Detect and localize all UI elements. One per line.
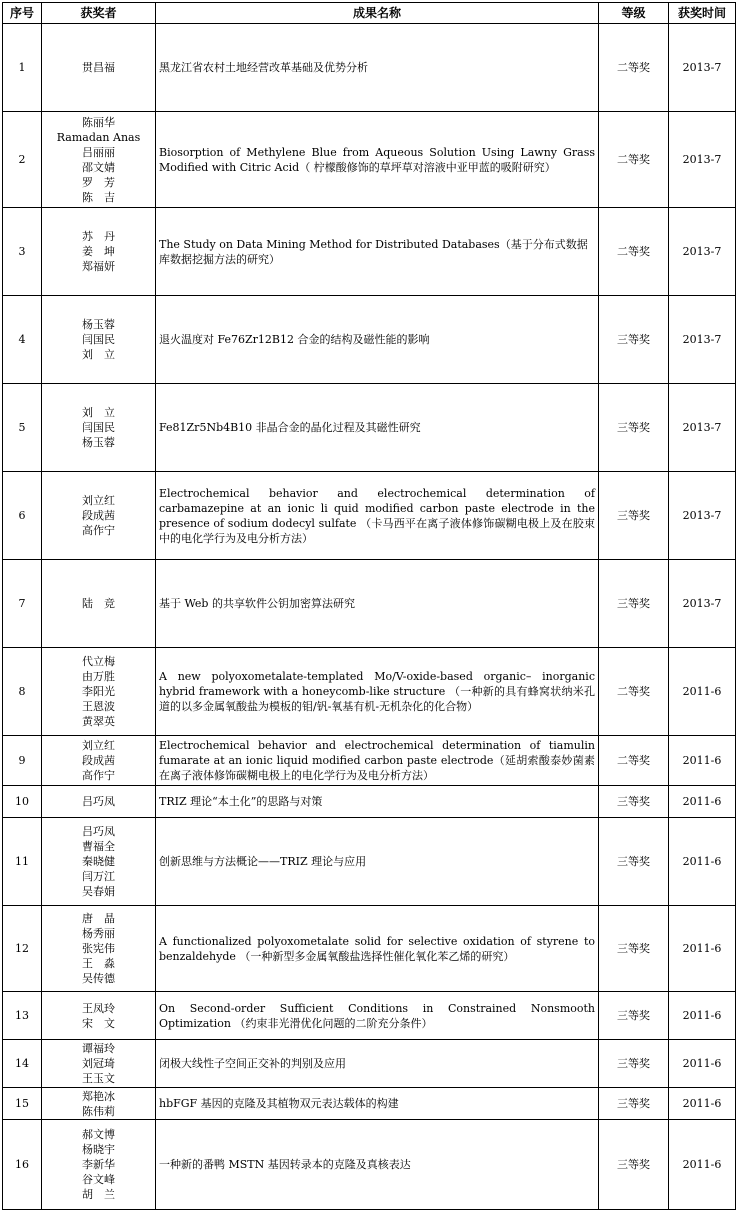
- awards-table: [2, 2, 736, 1210]
- winner-name: 杨玉蓉: [82, 436, 115, 449]
- table-row: [3, 112, 736, 208]
- table-row: [3, 648, 736, 736]
- award-level: 三等奖: [599, 992, 669, 1040]
- winner-name: 吕丽丽: [82, 145, 115, 159]
- winners-cell: [42, 992, 156, 1040]
- winner-name: 闫国民: [82, 333, 115, 346]
- award-level: 三等奖: [599, 818, 669, 906]
- award-level: 三等奖: [599, 384, 669, 472]
- winners-cell: [42, 1088, 156, 1120]
- winners-cell: [42, 818, 156, 906]
- table-row: [3, 736, 736, 786]
- achievement-title: 闭极大线性子空间正交补的判别及应用: [156, 1040, 599, 1088]
- award-level: 二等奖: [599, 736, 669, 786]
- winner-name: 刘冠琦: [82, 1057, 115, 1070]
- row-number: 16: [3, 1120, 42, 1210]
- row-number: 12: [3, 906, 42, 992]
- winner-name: 王 淼: [82, 957, 115, 970]
- table-row: [3, 1040, 736, 1088]
- award-level: 二等奖: [599, 208, 669, 296]
- award-level: 二等奖: [599, 24, 669, 112]
- table-row: [3, 384, 736, 472]
- winner-name: 郑艳冰: [82, 1089, 115, 1103]
- winners-cell: [42, 1040, 156, 1088]
- winner-name: 吴传德: [82, 972, 115, 985]
- achievement-title: hbFGF 基因的克隆及其植物双元表达载体的构建: [156, 1088, 599, 1120]
- award-level: 三等奖: [599, 1120, 669, 1210]
- winners-cell: [42, 24, 156, 112]
- winner-name: 陈 吉: [82, 190, 115, 204]
- winner-name: 李阳光: [82, 685, 115, 698]
- winner-name: 杨玉蓉: [82, 318, 115, 331]
- winner-name: 陆 竞: [82, 597, 115, 610]
- winner-name: 王恩波: [82, 700, 115, 713]
- award-level: 三等奖: [599, 906, 669, 992]
- row-number: 15: [3, 1088, 42, 1120]
- award-date: 2011-6: [669, 906, 736, 992]
- header-level: 等级: [599, 3, 669, 24]
- row-number: 4: [3, 296, 42, 384]
- winner-name: 代立梅: [82, 655, 115, 668]
- award-level: 二等奖: [599, 648, 669, 736]
- winners-cell: [42, 472, 156, 560]
- winners-cell: [42, 208, 156, 296]
- row-number: 3: [3, 208, 42, 296]
- winner-name: 谭福玲: [82, 1042, 115, 1055]
- award-date: 2013-7: [669, 24, 736, 112]
- award-date: 2011-6: [669, 1088, 736, 1120]
- header-row: [3, 3, 736, 24]
- winner-name: 黄翠英: [82, 715, 115, 728]
- winner-name: 王凤玲: [82, 1001, 115, 1015]
- winner-name: 唐 晶: [82, 912, 115, 925]
- achievement-title: 退火温度对 Fe76Zr12B12 合金的结构及磁性能的影响: [156, 296, 599, 384]
- row-number: 5: [3, 384, 42, 472]
- award-level: 三等奖: [599, 1040, 669, 1088]
- winner-name: 罗 芳: [82, 175, 115, 189]
- award-level: 三等奖: [599, 560, 669, 648]
- header-no: 序号: [3, 3, 42, 24]
- table-row: [3, 472, 736, 560]
- table-row: [3, 24, 736, 112]
- row-number: 7: [3, 560, 42, 648]
- winner-name: 由万胜: [82, 670, 115, 683]
- winner-name: 刘 立: [82, 348, 115, 361]
- achievement-title: TRIZ 理论“本土化”的思路与对策: [156, 786, 599, 818]
- table-row: [3, 906, 736, 992]
- winners-cell: [42, 786, 156, 818]
- row-number: 1: [3, 24, 42, 112]
- achievement-title: A new polyoxometalate-templated Mo/V-oxide-based organic– inorganic hybrid framework with a honeycomb-like structure （一种新的具有蜂窝状纳米孔道的以多金属氧酸盐为模板的钼/钒-氧基有机-无机杂化的化合物）: [156, 648, 599, 736]
- winner-name: 刘立红: [82, 739, 115, 752]
- achievement-title: A functionalized polyoxometalate solid for selective oxidation of styrene to benzaldehyde （一种新型多金属氧酸盐选择性催化氧化苯乙烯的研究）: [156, 906, 599, 992]
- winner-name: 段成茜: [82, 509, 115, 522]
- winner-name: 吕巧凤: [82, 825, 115, 838]
- achievement-title: Electrochemical behavior and electrochemical determination of carbamazepine at an ionic li quid modified carbon paste electrode in the presence of sodium dodecyl sulfate （卡马西平在离子液体修饰碳糊电极上及在胶束中的电化学行为及电分析方法）: [156, 472, 599, 560]
- winner-name: 贯昌福: [82, 61, 115, 74]
- header-title: 成果名称: [156, 3, 599, 24]
- award-date: 2013-7: [669, 560, 736, 648]
- table-row: [3, 1120, 736, 1210]
- winner-name: 闫国民: [82, 421, 115, 434]
- row-number: 6: [3, 472, 42, 560]
- award-level: 三等奖: [599, 786, 669, 818]
- row-number: 2: [3, 112, 42, 208]
- award-date: 2013-7: [669, 472, 736, 560]
- winner-name: 王玉文: [82, 1072, 115, 1085]
- winner-name: 陈伟莉: [82, 1104, 115, 1118]
- row-number: 11: [3, 818, 42, 906]
- winner-name: 刘立红: [82, 494, 115, 507]
- achievement-title: Fe81Zr5Nb4B10 非晶合金的晶化过程及其磁性研究: [156, 384, 599, 472]
- achievement-title: Biosorption of Methylene Blue from Aqueous Solution Using Lawny Grass Modified with Citric Acid（ 柠檬酸修饰的草坪草对溶液中亚甲蓝的吸附研究）: [156, 112, 599, 208]
- winner-name: 杨秀丽: [82, 927, 115, 940]
- table-body: [3, 24, 736, 1210]
- winners-cell: [42, 906, 156, 992]
- table-row: [3, 296, 736, 384]
- winner-name: Ramadan Anas: [56, 130, 141, 144]
- award-level: 三等奖: [599, 472, 669, 560]
- winners-cell: [42, 560, 156, 648]
- award-date: 2011-6: [669, 786, 736, 818]
- achievement-title: 创新思维与方法概论——TRIZ 理论与应用: [156, 818, 599, 906]
- winner-name: 曹福全: [82, 840, 115, 853]
- winner-name: 李新华: [82, 1158, 115, 1171]
- winner-name: 姜 坤: [82, 245, 115, 258]
- winner-name: 吕巧凤: [82, 795, 115, 808]
- header-date: 获奖时间: [669, 3, 736, 24]
- table-row: [3, 560, 736, 648]
- award-date: 2013-7: [669, 112, 736, 208]
- award-date: 2013-7: [669, 208, 736, 296]
- table-row: [3, 818, 736, 906]
- winner-name: 郑福妍: [82, 260, 115, 273]
- award-level: 三等奖: [599, 296, 669, 384]
- winner-name: 邵文婧: [82, 160, 115, 174]
- winner-name: 苏 丹: [82, 230, 115, 243]
- row-number: 13: [3, 992, 42, 1040]
- winners-cell: [42, 648, 156, 736]
- achievement-title: Electrochemical behavior and electrochemical determination of tiamulin fumarate at an ionic liquid modified carbon paste electrode（延胡索酸泰妙菌素在离子液体修饰碳糊电极上的电化学行为及电分析方法）: [156, 736, 599, 786]
- achievement-title: 黑龙江省农村土地经营改革基础及优势分析: [156, 24, 599, 112]
- winner-name: 段成茜: [82, 754, 115, 767]
- winner-name: 陈丽华: [82, 115, 115, 129]
- winners-cell: [42, 1120, 156, 1210]
- winner-name: 宋 文: [82, 1016, 115, 1030]
- winner-name: 秦晓健: [82, 855, 115, 868]
- award-level: 二等奖: [599, 112, 669, 208]
- achievement-title: The Study on Data Mining Method for Distributed Databases（基于分布式数据库数据挖掘方法的研究）: [156, 208, 599, 296]
- winner-name: 闫万江: [82, 870, 115, 883]
- row-number: 10: [3, 786, 42, 818]
- award-date: 2011-6: [669, 736, 736, 786]
- winners-cell: [42, 736, 156, 786]
- table-row: [3, 786, 736, 818]
- winner-name: 郝文博: [82, 1128, 115, 1141]
- table-row: [3, 1088, 736, 1120]
- achievement-title: 一种新的番鸭 MSTN 基因转录本的克隆及真核表达: [156, 1120, 599, 1210]
- row-number: 8: [3, 648, 42, 736]
- achievement-title: 基于 Web 的共享软件公钥加密算法研究: [156, 560, 599, 648]
- award-date: 2011-6: [669, 992, 736, 1040]
- row-number: 14: [3, 1040, 42, 1088]
- winners-cell: [42, 112, 156, 208]
- winner-name: 张宪伟: [82, 942, 115, 955]
- award-date: 2013-7: [669, 384, 736, 472]
- header-winners: 获奖者: [42, 3, 156, 24]
- table-row: [3, 992, 736, 1040]
- winner-name: 吴春娟: [82, 885, 115, 898]
- award-date: 2013-7: [669, 296, 736, 384]
- table-row: [3, 208, 736, 296]
- winner-name: 杨晓宇: [82, 1143, 115, 1156]
- award-date: 2011-6: [669, 1040, 736, 1088]
- award-date: 2011-6: [669, 818, 736, 906]
- achievement-title: On Second-order Sufficient Conditions in Constrained Nonsmooth Optimization （约束非光滑优化问题的二阶充分条件）: [156, 992, 599, 1040]
- winners-cell: [42, 296, 156, 384]
- winners-cell: [42, 384, 156, 472]
- row-number: 9: [3, 736, 42, 786]
- winner-name: 刘 立: [82, 406, 115, 419]
- award-date: 2011-6: [669, 648, 736, 736]
- winner-name: 谷文峰: [82, 1173, 115, 1186]
- winner-name: 高作宁: [82, 524, 115, 537]
- award-level: 三等奖: [599, 1088, 669, 1120]
- award-date: 2011-6: [669, 1120, 736, 1210]
- winner-name: 高作宁: [82, 769, 115, 782]
- winner-name: 胡 兰: [82, 1188, 115, 1201]
